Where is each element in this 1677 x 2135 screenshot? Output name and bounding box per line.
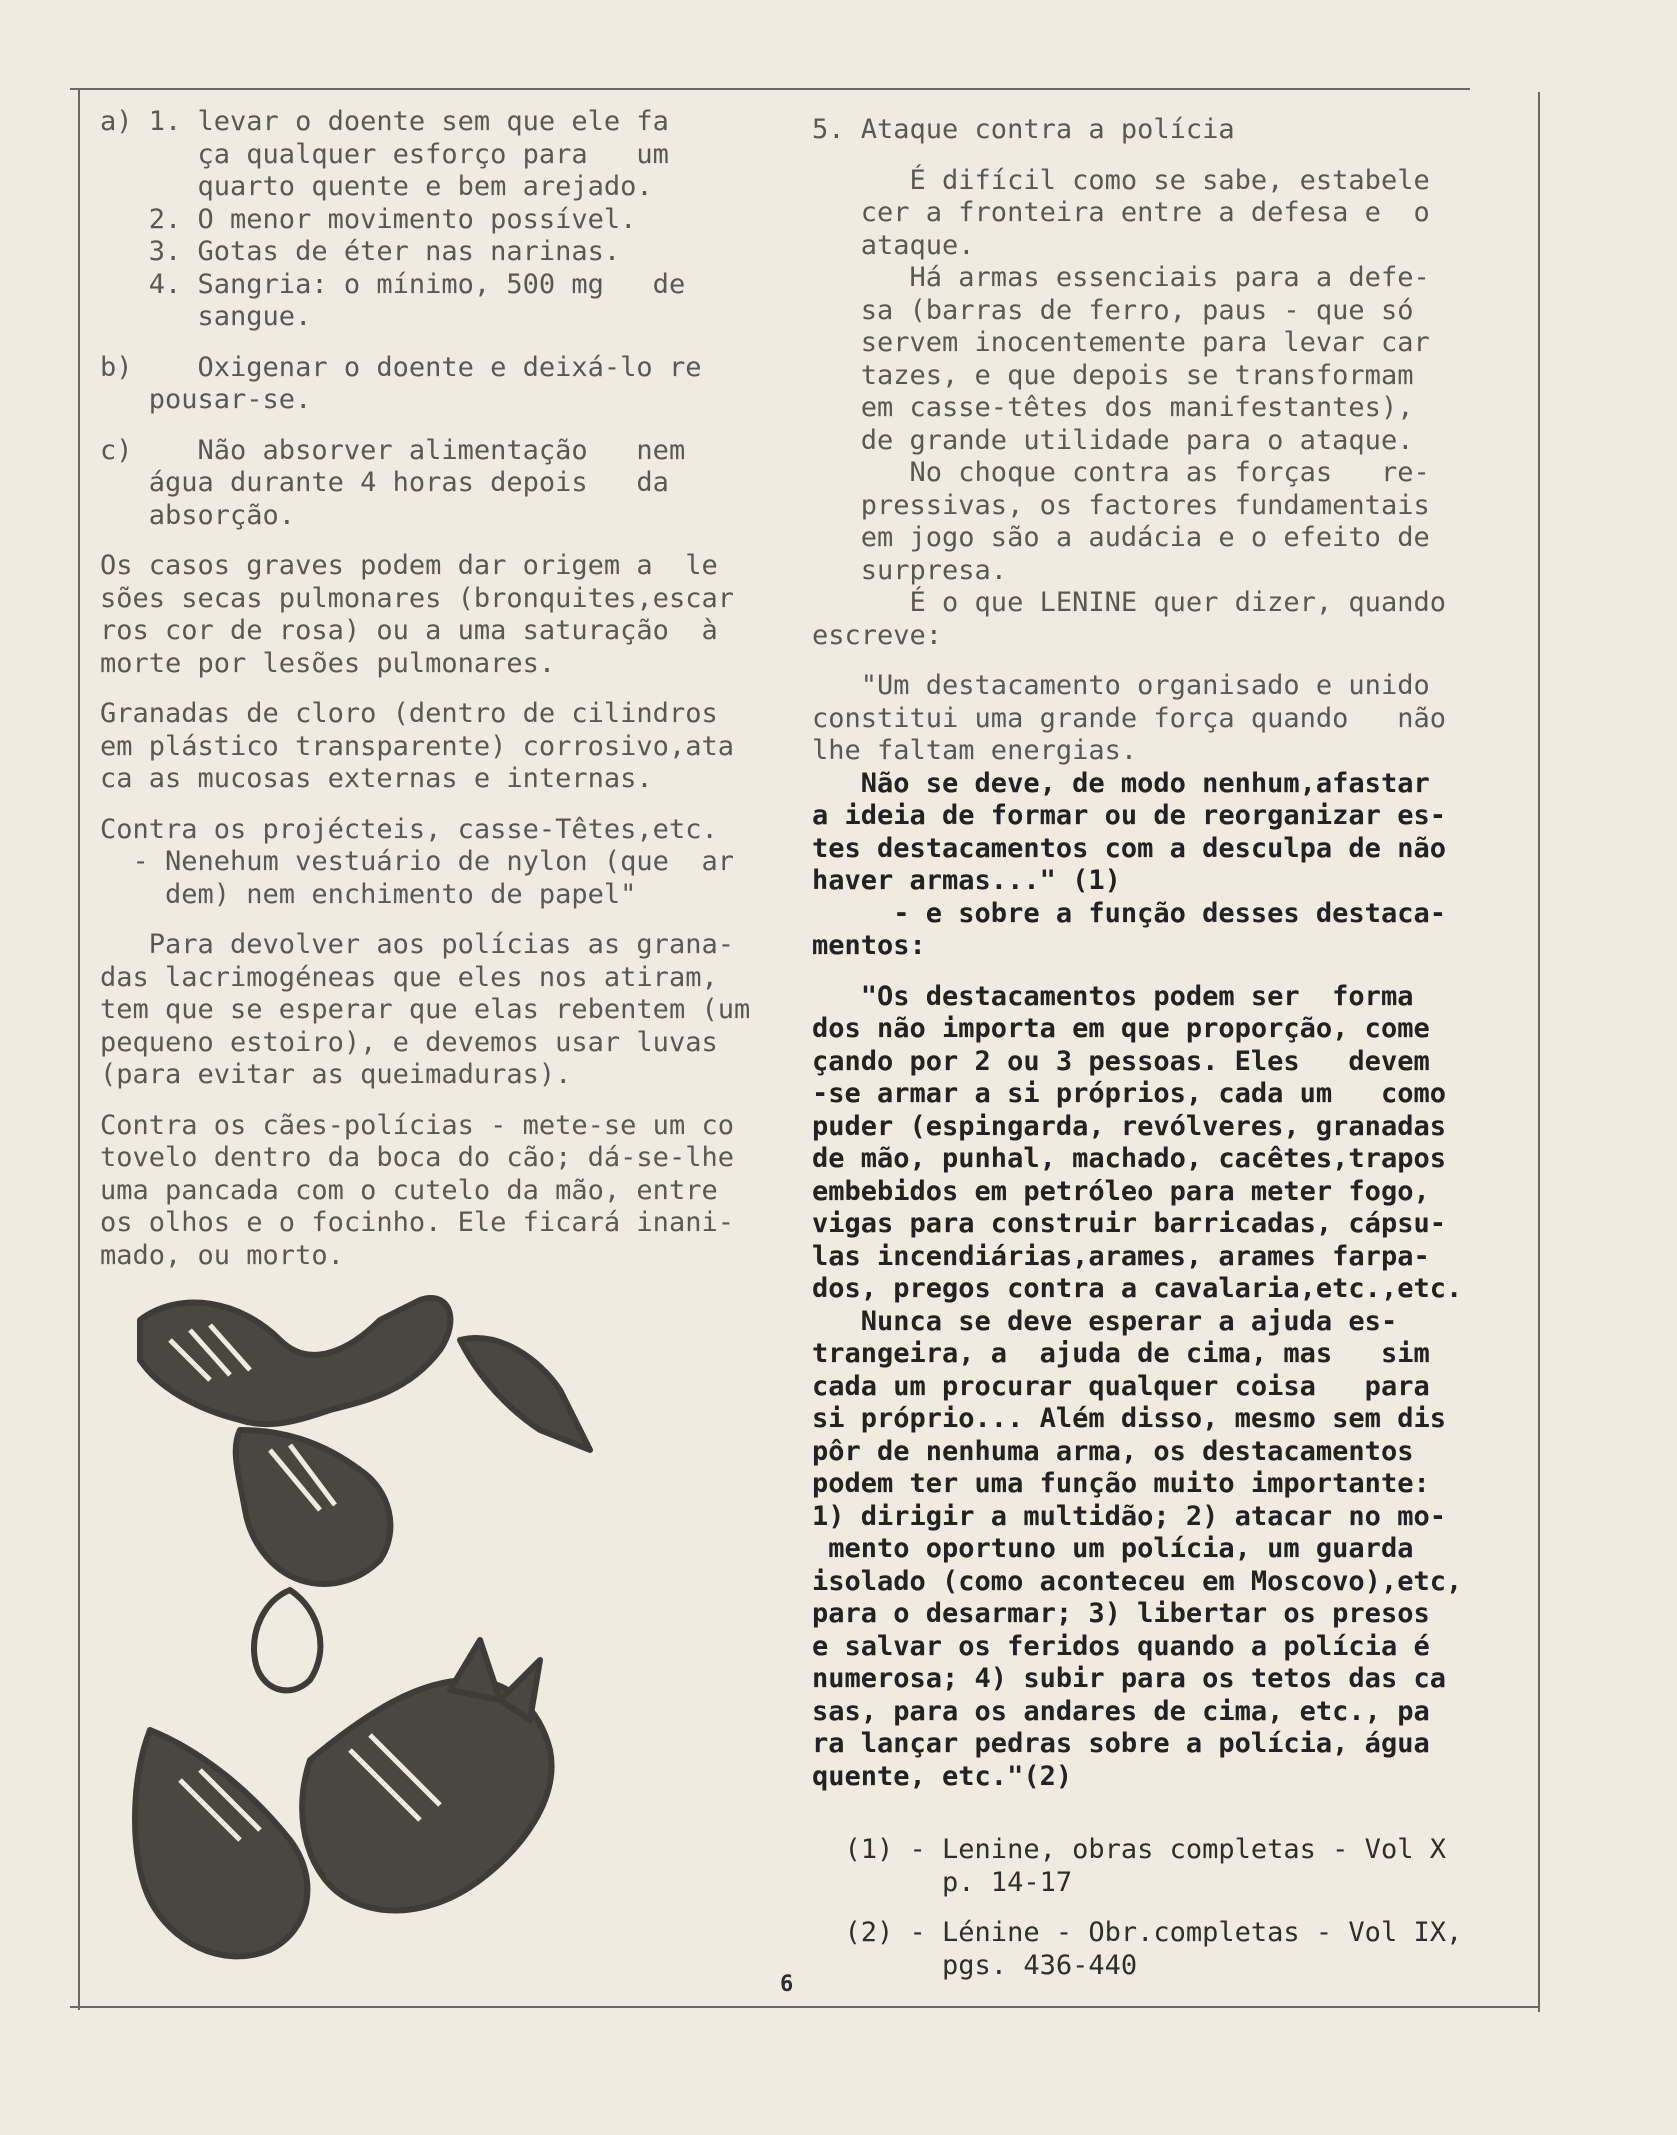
page-number: 6 [780, 1972, 794, 1997]
text-line: sas, para os andares de cima, etc., pa [812, 1695, 1430, 1727]
border-right [1538, 92, 1540, 2012]
left-column [100, 106, 790, 1272]
text-line: a) 1. levar o doente sem que ele fa [100, 106, 669, 137]
border-top [70, 88, 1470, 90]
line-gap [100, 334, 790, 352]
text-line: 4. Sangria: o mínimo, 500 mg de [100, 268, 686, 300]
text-line: uma pancada com o cutelo da mão, entre [100, 1174, 718, 1206]
text-line: em casse-têtes dos manifestantes), [812, 392, 1414, 423]
text-line: escreve: [812, 619, 943, 651]
footnote-line: p. 14-17 [812, 1866, 1073, 1898]
text-line: Contra os cães-polícias - mete-se um co [100, 1109, 734, 1141]
border-bottom [70, 2006, 1540, 2008]
line-gap [100, 1092, 790, 1110]
text-line: 1) dirigir a multidão; 2) atacar no mo- [812, 1500, 1446, 1532]
text-line: surpresa. [812, 554, 1008, 586]
wrist-loop [254, 1590, 320, 1690]
text-line: das lacrimogéneas que eles nos atiram, [100, 961, 718, 993]
text-line: a ideia de formar ou de reorganizar es- [812, 800, 1446, 831]
text-line: "Um destacamento organisado e unido [812, 670, 1430, 701]
line-gap [100, 796, 790, 814]
text-line: tes destacamentos com a desculpa de não [812, 832, 1446, 864]
text-line: tazes, e que depois se transformam [812, 359, 1414, 391]
text-line: pôr de nenhuma arma, os destacamentos [812, 1435, 1414, 1467]
line-gap [812, 1898, 1502, 1916]
text-line: Nunca se deve esperar a ajuda es- [812, 1305, 1398, 1337]
footnote-line: (1) - Lenine, obras completas - Vol X [812, 1834, 1446, 1865]
text-line: servem inocentemente para levar car [812, 327, 1430, 358]
text-line: em plástico transparente) corrosivo,ata [100, 730, 734, 762]
line-gap [100, 911, 790, 929]
text-line: isolado (como aconteceu em Moscovo),etc, [812, 1565, 1463, 1597]
text-line: lhe faltam energias. [812, 735, 1138, 766]
text-line: para o desarmar; 3) libertar os presos [812, 1598, 1430, 1629]
text-line: mento oportuno um polícia, um guarda [812, 1533, 1414, 1564]
text-line: - Nenehum vestuário de nylon (que ar [100, 846, 734, 877]
text-line: Contra os projécteis, casse-Têtes,etc. [100, 813, 718, 845]
text-line: Não se deve, de modo nenhum,afastar [812, 767, 1430, 799]
text-line: Há armas essenciais para a defe- [812, 262, 1430, 293]
woodcut-illustration [120, 1280, 720, 1980]
border-left [78, 88, 80, 2010]
text-line: 3. Gotas de éter nas narinas. [100, 236, 621, 267]
line-gap [812, 652, 1502, 670]
text-line: "Os destacamentos podem ser forma [812, 980, 1414, 1012]
line-gap [100, 680, 790, 698]
text-line: haver armas..." (1) [812, 865, 1121, 896]
text-line: cer a fronteira entre a defesa e o [812, 197, 1430, 228]
text-line: de grande utilidade para o ataque. [812, 424, 1414, 456]
text-line: -se armar a si próprios, cada um como [812, 1078, 1446, 1109]
lower-figure-left [135, 1730, 307, 1956]
text-line: e salvar os feridos quando a polícia é [812, 1630, 1430, 1662]
text-line: pequeno estoiro), e devemos usar luvas [100, 1026, 718, 1058]
text-line: absorção. [100, 499, 296, 531]
text-line: Granadas de cloro (dentro de cilindros [100, 698, 718, 729]
text-line: sa (barras de ferro, paus - que só [812, 294, 1414, 326]
text-line: çando por 2 ou 3 pessoas. Eles devem [812, 1045, 1430, 1077]
text-line: dos, pregos contra a cavalaria,etc.,etc. [812, 1273, 1463, 1304]
text-line: sões secas pulmonares (bronquites,escar [100, 582, 734, 614]
text-line: puder (espingarda, revólveres, granadas [812, 1110, 1446, 1142]
text-line: b) Oxigenar o doente e deixá-lo re [100, 351, 702, 383]
text-line: os olhos e o focinho. Ele ficará inani- [100, 1207, 734, 1238]
text-line: constitui uma grande força quando não [812, 702, 1446, 734]
text-line: Os casos graves podem dar origem a le [100, 550, 718, 581]
text-line: - e sobre a função desses destaca- [812, 897, 1446, 929]
footnote-line: (2) - Lénine - Obr.completas - Vol IX, [812, 1917, 1463, 1948]
text-line: mentos: [812, 930, 926, 961]
text-line: 2. O menor movimento possível. [100, 203, 637, 235]
text-line: quarto quente e bem arejado. [100, 171, 653, 202]
text-line: dem) nem enchimento de papel" [100, 878, 637, 910]
text-line: água durante 4 horas depois da [100, 467, 669, 498]
text-line: (para evitar as queimaduras). [100, 1059, 572, 1090]
text-line: No choque contra as forças re- [812, 457, 1430, 488]
text-line: morte por lesões pulmonares. [100, 647, 556, 679]
text-line: dos não importa em que proporção, come [812, 1013, 1430, 1044]
text-line: podem ter uma função muito importante: [812, 1468, 1430, 1499]
arm-shape [140, 1298, 450, 1424]
line-gap [100, 532, 790, 550]
right-column [812, 114, 1502, 1981]
text-line: ca as mucosas externas e internas. [100, 763, 653, 794]
footnote-spacer [812, 1793, 1502, 1833]
text-line: É difícil como se sabe, estabele [812, 164, 1430, 196]
line-gap [812, 963, 1502, 981]
text-line: É o que LENINE quer dizer, quando [812, 587, 1446, 618]
text-line: ça qualquer esforço para um [100, 138, 669, 170]
text-line: ra lançar pedras sobre a polícia, água [812, 1728, 1430, 1759]
text-line: mado, ou morto. [100, 1239, 344, 1271]
text-line: trangeira, a ajuda de cima, mas sim [812, 1338, 1430, 1369]
text-line: c) Não absorver alimentação nem [100, 434, 686, 466]
text-line: si próprio... Além disso, mesmo sem dis [812, 1403, 1446, 1434]
line-gap [812, 147, 1502, 165]
text-line: embebidos em petróleo para meter fogo, [812, 1175, 1430, 1207]
text-line: em jogo são a audácia e o efeito de [812, 522, 1430, 553]
blade-shape [460, 1338, 590, 1450]
text-line: ros cor de rosa) ou a uma saturação à [100, 615, 718, 646]
text-line: quente, etc."(2) [812, 1760, 1073, 1792]
fist-shape [236, 1430, 391, 1584]
footnote-line: pgs. 436-440 [812, 1949, 1138, 1981]
text-line: 5. Ataque contra a polícia [812, 114, 1235, 145]
text-line: Para devolver aos polícias as grana- [100, 929, 734, 960]
text-line: cada um procurar qualquer coisa para [812, 1370, 1430, 1402]
text-line: numerosa; 4) subir para os tetos das ca [812, 1663, 1446, 1694]
text-line: tem que se esperar que elas rebentem (um [100, 994, 751, 1025]
text-line: de mão, punhal, machado, cacêtes,trapos [812, 1143, 1446, 1174]
text-line: ataque. [812, 229, 975, 261]
text-line: vigas para construir barricadas, cápsu- [812, 1208, 1446, 1239]
line-gap [100, 417, 790, 435]
text-line: las incendiárias,arames, arames farpa- [812, 1240, 1430, 1272]
text-line: pressivas, os factores fundamentais [812, 489, 1430, 521]
text-line: sangue. [100, 301, 312, 332]
text-line: tovelo dentro da boca do cão; dá-se-lhe [100, 1142, 734, 1173]
text-line: pousar-se. [100, 384, 312, 415]
